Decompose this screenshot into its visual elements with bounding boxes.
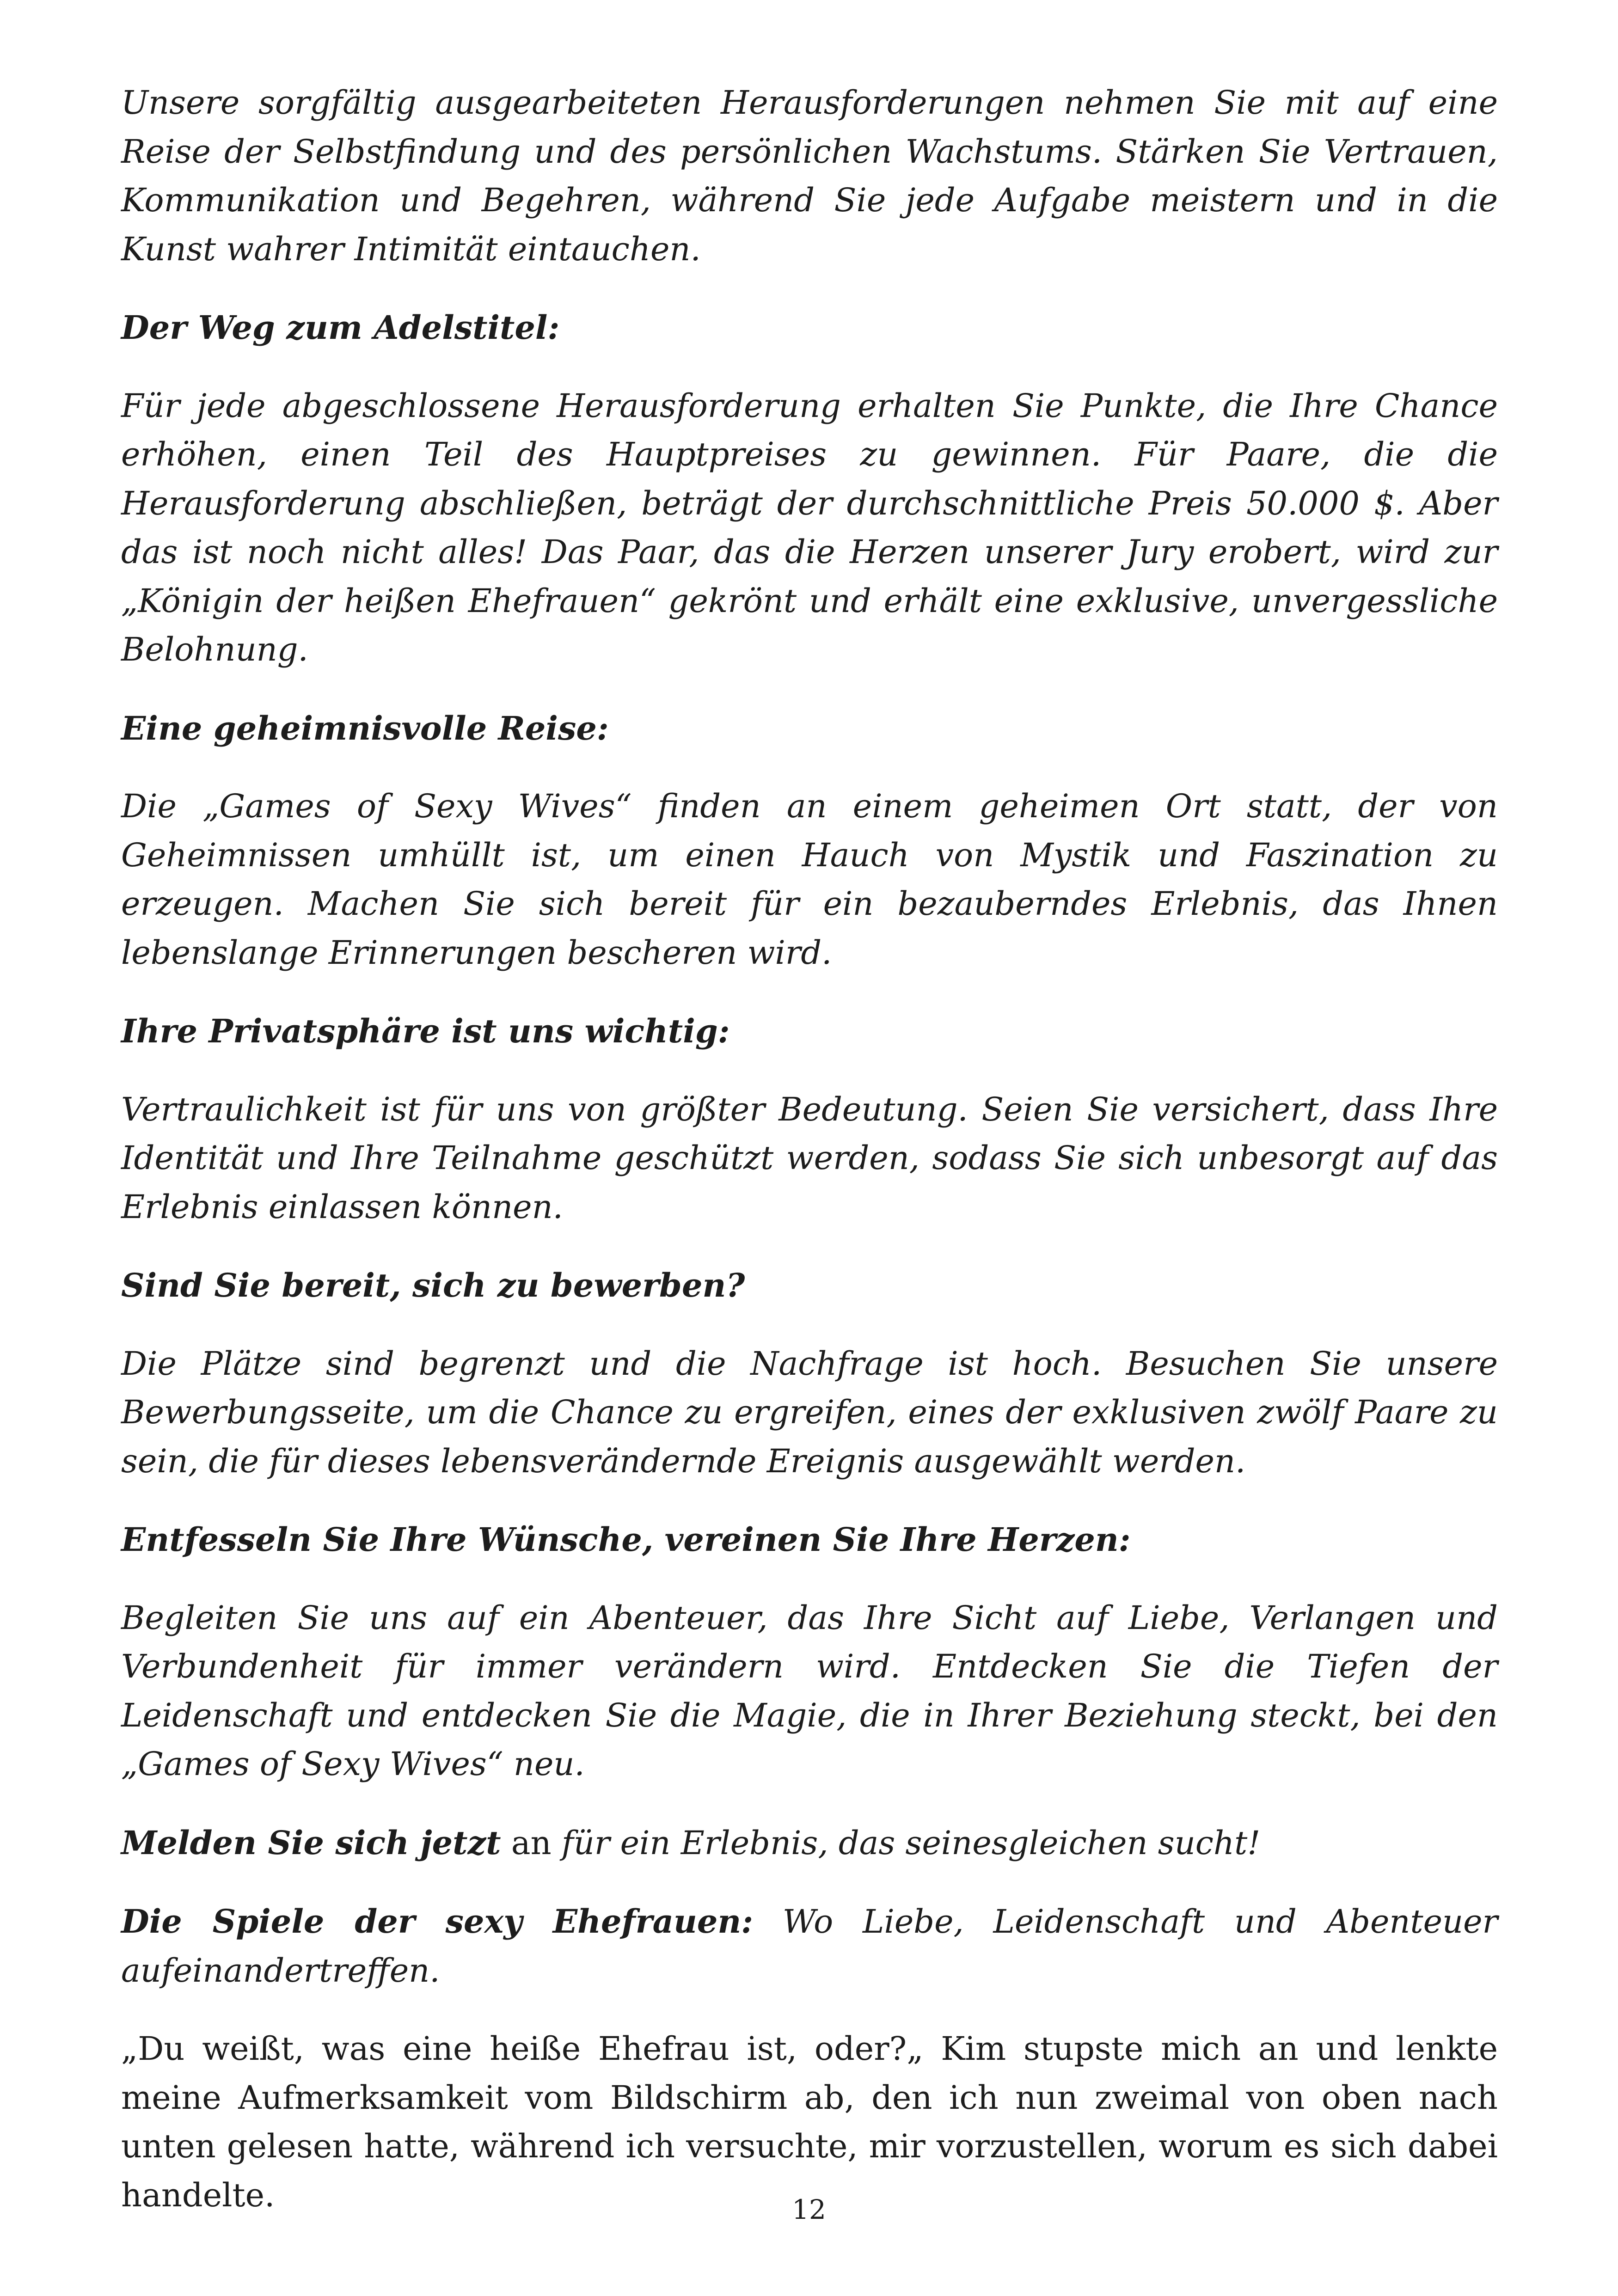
intro-paragraph: Unsere sorgfältig ausgearbeiteten Herausforderungen nehmen Sie mit auf eine Reise der Selbstfindung und des persönlichen Wachstums. Stärken Sie Vertrauen, Kommunikation und Begehren, während Sie jede Aufgabe meistern und in die Kunst wahrer Intimität eintauchen. bbox=[121, 84, 1498, 268]
tagline-paragraph bbox=[121, 1897, 1498, 1995]
tagline-italic: Wo Liebe, Leidenschaft und Abenteuer aufeinandertreffen. bbox=[121, 1903, 1498, 1990]
signup-normal: an bbox=[501, 1824, 562, 1862]
section-heading-privatsphaere: Ihre Privatsphäre ist uns wichtig: bbox=[121, 1012, 730, 1050]
signup-italic: für ein Erlebnis, das seinesgleichen sucht! bbox=[561, 1824, 1261, 1862]
section-text-bewerben: Die Plätze sind begrenzt und die Nachfrage ist hoch. Besuchen Sie unsere Bewerbungsseite, um die Chance zu ergreifen, eines der exklusiven zwölf Paare zu sein, die für dieses lebensverändernde Ereignis ausgewählt werden. bbox=[121, 1344, 1498, 1480]
page-number: 12 bbox=[792, 2194, 826, 2225]
signup-bold: Melden Sie sich jetzt bbox=[121, 1823, 501, 1862]
document-page bbox=[121, 79, 1498, 2220]
narrative-paragraph: „Du weißt, was eine heiße Ehefrau ist, oder?„ Kim stupste mich an und lenkte meine Aufmerksamkeit vom Bildschirm ab, den ich nun zweimal von oben nach unten gelesen hatte, während ich versuchte, mir vorzustellen, worum es sich dabei handelte. bbox=[121, 2030, 1498, 2214]
section-text-wuensche: Begleiten Sie uns auf ein Abenteuer, das Ihre Sicht auf Liebe, Verlangen und Verbundenheit für immer verändern wird. Entdecken Sie die Tiefen der Leidenschaft und entdecken Sie die Magie, die in Ihrer Beziehung steckt, bei den „Games of Sexy Wives“ neu. bbox=[121, 1598, 1498, 1783]
section-text-reise: Die „Games of Sexy Wives“ finden an einem geheimen Ort statt, der von Geheimnissen umhüllt ist, um einen Hauch von Mystik und Faszination zu erzeugen. Machen Sie sich bereit für ein bezauberndes Erlebnis, das Ihnen lebenslange Erinnerungen bescheren wird. bbox=[121, 787, 1498, 972]
section-text-adelstitel: Für jede abgeschlossene Herausforderung erhalten Sie Punkte, die Ihre Chance erhöhen, einen Teil des Hauptpreises zu gewinnen. Für Paare, die die Herausforderung abschließen, beträgt der durchschnittliche Preis 50.000 $. Aber das ist noch nicht alles! Das Paar, das die Herzen unserer Jury erobert, wird zur „Königin der heißen Ehefrauen“ gekrönt und erhält eine exklusive, unvergessliche Belohnung. bbox=[121, 386, 1498, 668]
section-heading-reise: Eine geheimnisvolle Reise: bbox=[121, 709, 609, 747]
section-heading-wuensche: Entfesseln Sie Ihre Wünsche, vereinen Sie Ihre Herzen: bbox=[121, 1520, 1131, 1559]
tagline-bold: Die Spiele der sexy Ehefrauen: bbox=[121, 1902, 754, 1941]
signup-line bbox=[121, 1818, 1498, 1868]
section-heading-bewerben: Sind Sie bereit, sich zu bewerben? bbox=[121, 1266, 745, 1304]
section-text-privatsphaere: Vertraulichkeit ist für uns von größter Bedeutung. Seien Sie versichert, dass Ihre Identität und Ihre Teilnahme geschützt werden, sodass Sie sich unbesorgt auf das Erlebnis einlassen können. bbox=[121, 1090, 1498, 1226]
section-heading-adelstitel: Der Weg zum Adelstitel: bbox=[121, 308, 560, 347]
